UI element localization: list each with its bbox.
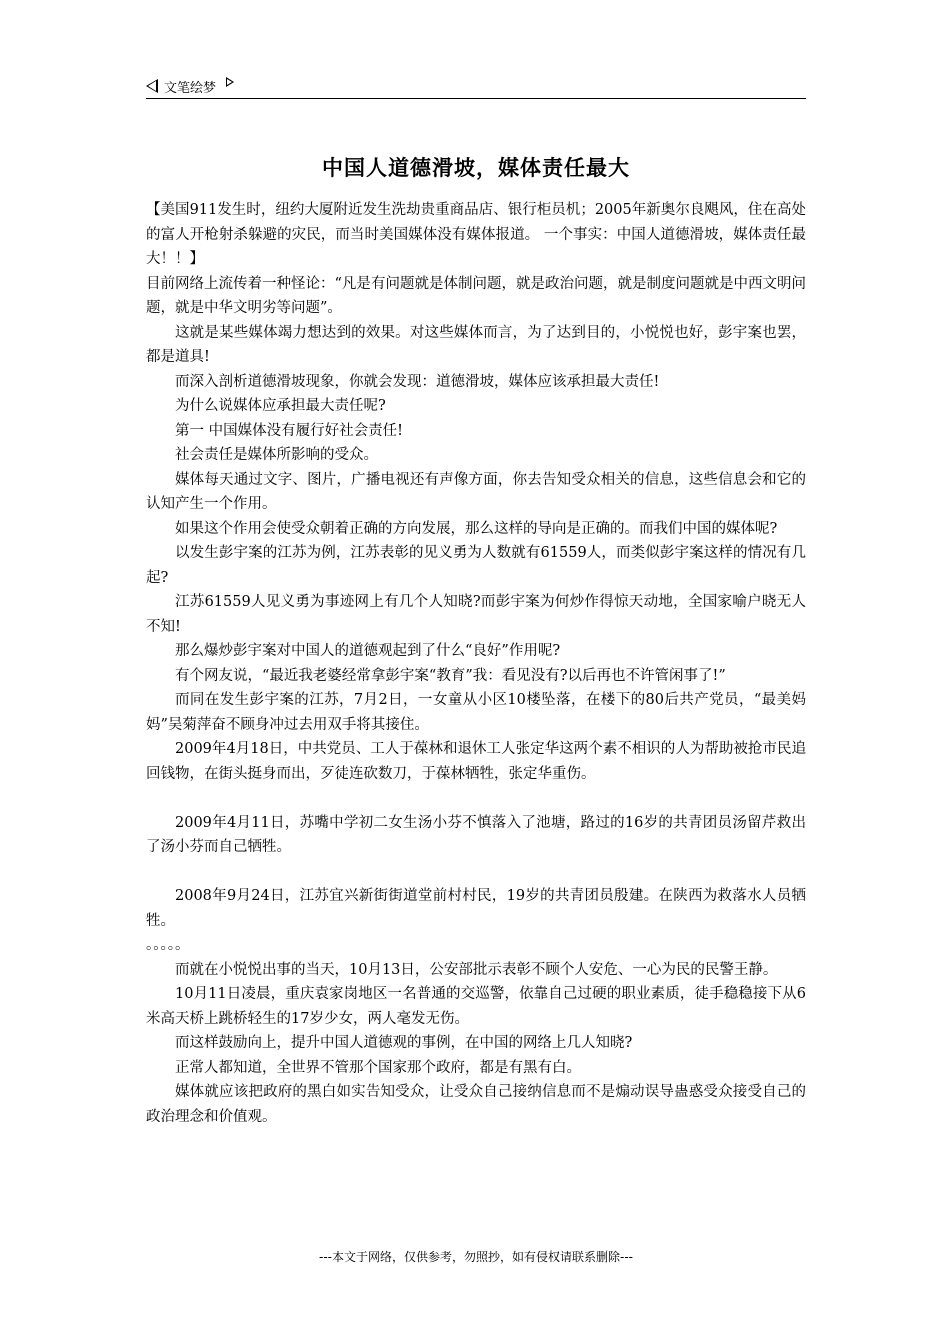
triangle-left-icon bbox=[146, 79, 158, 93]
paragraph: 媒体就应该把政府的黑白如实告知受众，让受众自己接纳信息而不是煽动误导蛊惑受众接受自己的政治理念和价值观。 bbox=[146, 1084, 806, 1125]
triangle-right-icon bbox=[226, 77, 234, 87]
paragraph: 为什么说媒体应承担最大责任呢? bbox=[175, 398, 386, 414]
page-footer: ---本文于网络，仅供参考，勿照抄，如有侵权请联系删除--- bbox=[319, 1250, 633, 1264]
paragraph: 2009年4月18日，中共党员、工人于葆林和退休工人张定华这两个素不相识的人为帮助被抢市民追回钱物，在街头挺身而出，歹徒连砍数刀，于葆林牺牲，张定华重伤。 bbox=[146, 741, 806, 782]
paragraph: 以发生彭宇案的江苏为例，江苏表彰的见义勇为人数就有61559人，而类似彭宇案这样的情况有几起? bbox=[146, 545, 806, 586]
paragraph: 而这样鼓励向上，提升中国人道德观的事例，在中国的网络上几人知晓? bbox=[175, 1035, 633, 1051]
paragraph: 如果这个作用会使受众朝着正确的方向发展，那么这样的导向是正确的。而我们中国的媒体呢? bbox=[175, 520, 778, 537]
paragraph: 那么爆炒彭宇案对中国人的道德观起到了什么“良好”作用呢? bbox=[175, 643, 561, 659]
paragraph: 2009年4月11日，苏嘴中学初二女生汤小芬不慎落入了池塘，路过的16岁的共青团员汤留芹救出了汤小芬而自己牺牲。 bbox=[146, 814, 806, 855]
paragraph: 社会责任是媒体所影响的受众。 bbox=[175, 447, 378, 463]
paragraph: 这就是某些媒体竭力想达到的效果。对这些媒体而言，为了达到目的，小悦悦也好，彭宇案也罢，都是道具! bbox=[146, 324, 806, 365]
document-title: 中国人道德滑坡，媒体责任最大 bbox=[322, 155, 630, 180]
paragraph: 而同在发生彭宇案的江苏，7月2日，一女童从小区10楼坠落，在楼下的80后共产党员，“最美妈妈”吴菊萍奋不顾身冲过去用双手将其接住。 bbox=[146, 692, 806, 733]
page-header bbox=[146, 74, 806, 99]
paragraph: 媒体每天通过文字、图片，广播电视还有声像方面，你去告知受众相关的信息，这些信息会和它的认知产生一个作用。 bbox=[146, 471, 806, 512]
paragraph: 2008年9月24日，江苏宜兴新街街道堂前村村民，19岁的共青团员殷建。在陕西为救落水人员牺牲。 bbox=[146, 888, 806, 929]
paragraph: 而就在小悦悦出事的当天，10月13日，公安部批示表彰不顾个人安危、一心为民的民警王静。 bbox=[175, 961, 778, 978]
paragraph: 。。。。。 bbox=[146, 937, 190, 953]
paragraph: 江苏61559人见义勇为事迹网上有几个人知晓?而彭宇案为何炒作得惊天动地，全国家喻户晓无人不知! bbox=[146, 594, 806, 635]
paragraph: 10月11日凌晨，重庆袁家岗地区一名普通的交巡警，依靠自己过硬的职业素质，徒手稳稳接下从6米高天桥上跳桥轻生的17岁少女，两人毫发无伤。 bbox=[146, 986, 806, 1027]
paragraph: 目前网络上流传着一种怪论：“凡是有问题就是体制问题，就是政治问题，就是制度问题就是中西文明问题，就是中华文明劣等问题”。 bbox=[146, 275, 806, 316]
paragraph: 而深入剖析道德滑坡现象，你就会发现：道德滑坡，媒体应该承担最大责任! bbox=[175, 373, 660, 390]
paragraph: 【美国911发生时，纽约大厦附近发生洗劫贵重商品店、银行柜员机；2005年新奥尔良飓风，住在高处的富人开枪射杀躲避的灾民，而当时美国媒体没有媒体报道。 一个事实：中国人道德滑坡，媒体责任最大！！】 bbox=[146, 202, 806, 267]
paragraph: 第一 中国媒体没有履行好社会责任! bbox=[175, 422, 403, 439]
paragraph: 有个网友说，“最近我老婆经常拿彭宇案“教育”我：看见没有?以后再也不许管闲事了!” bbox=[175, 667, 726, 684]
document-body bbox=[146, 198, 806, 1129]
header-text: 文笔绘梦 bbox=[164, 80, 217, 96]
paragraph: 正常人都知道，全世界不管那个国家那个政府，都是有黑有白。 bbox=[175, 1059, 581, 1076]
